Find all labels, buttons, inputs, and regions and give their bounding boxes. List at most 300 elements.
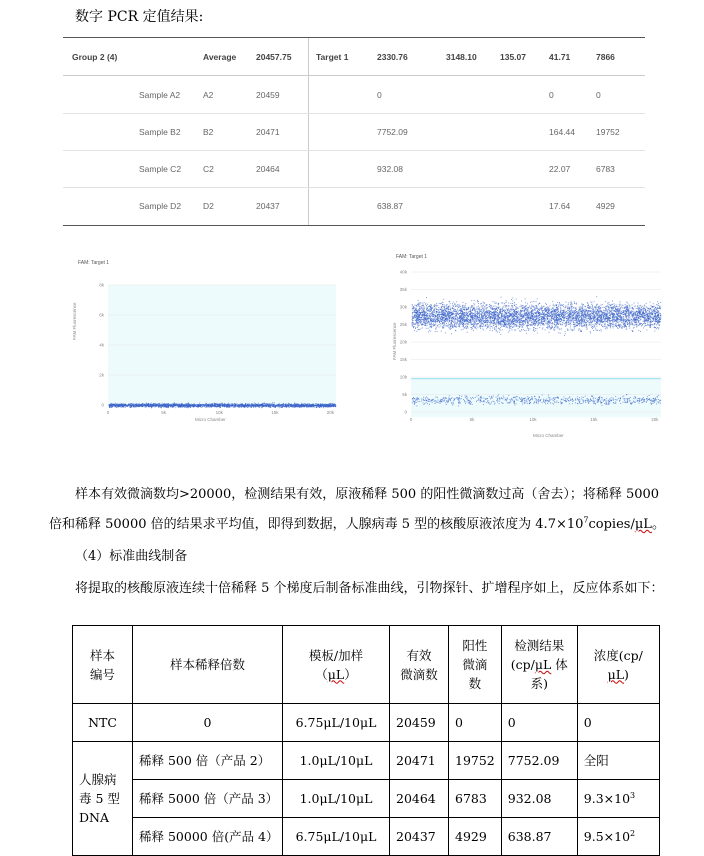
data-point <box>498 320 499 321</box>
section-heading: 数字 PCR 定值结果: <box>75 6 203 26</box>
data-point <box>605 313 606 314</box>
data-point <box>299 405 300 406</box>
data-point <box>470 308 471 309</box>
data-point <box>660 302 661 303</box>
data-point <box>541 306 542 307</box>
data-point <box>270 405 271 406</box>
data-point <box>429 306 430 307</box>
data-point <box>291 406 292 407</box>
x-tick-label: 10k <box>216 410 224 415</box>
data-point <box>231 405 232 406</box>
data-point <box>290 406 291 407</box>
data-point <box>578 320 579 321</box>
data-point <box>130 405 131 406</box>
data-point <box>637 308 638 309</box>
data-point <box>165 404 166 405</box>
data-point <box>412 314 413 315</box>
data-point <box>556 325 557 326</box>
data-point <box>413 326 414 327</box>
data-point <box>567 318 568 319</box>
data-point <box>154 404 155 405</box>
data-point <box>547 328 548 329</box>
data-point <box>111 403 112 404</box>
data-point <box>547 327 548 328</box>
data-point <box>132 403 133 404</box>
ntc-scatter-chart <box>70 255 350 430</box>
data-point <box>640 324 641 325</box>
data-point <box>302 405 303 406</box>
data-point <box>445 308 446 309</box>
data-point <box>286 407 287 408</box>
data-point <box>547 317 548 318</box>
data-point <box>274 402 275 403</box>
data-point <box>438 310 439 311</box>
data-point <box>529 328 530 329</box>
data-point <box>225 404 226 405</box>
data-point <box>131 407 132 408</box>
data-point <box>111 405 112 406</box>
data-point <box>141 405 142 406</box>
data-point <box>109 406 110 407</box>
data-point <box>240 404 241 405</box>
data-point <box>607 328 608 329</box>
sample-well: D2 <box>203 201 214 211</box>
data-point <box>596 321 597 322</box>
data-point <box>542 310 543 311</box>
data-point <box>426 305 427 306</box>
data-point <box>256 406 257 407</box>
data-point <box>567 316 568 317</box>
data-point <box>605 306 606 307</box>
data-point <box>631 321 632 322</box>
data-point <box>187 404 188 405</box>
data-point <box>182 404 183 405</box>
data-point <box>487 304 488 305</box>
data-point <box>629 305 630 306</box>
data-point <box>179 406 180 407</box>
data-point <box>568 302 569 303</box>
data-point <box>432 311 433 312</box>
data-point <box>455 314 456 315</box>
data-point <box>549 325 550 326</box>
data-point <box>449 318 450 319</box>
data-point <box>418 313 419 314</box>
data-point <box>477 300 478 301</box>
y-tick-label: 30k <box>400 305 408 310</box>
table-row <box>63 150 645 188</box>
data-point <box>609 304 610 305</box>
data-point <box>624 323 625 324</box>
data-point <box>331 404 332 405</box>
data-point <box>530 308 531 309</box>
data-point <box>174 402 175 403</box>
data-point <box>516 304 517 305</box>
data-point <box>574 330 575 331</box>
data-point <box>546 320 547 321</box>
data-point <box>514 302 515 303</box>
sample-droplets: 20464 <box>256 164 280 174</box>
data-point <box>508 308 509 309</box>
sample-well: C2 <box>203 164 214 174</box>
data-point <box>571 321 572 322</box>
data-point <box>512 329 513 330</box>
data-point <box>534 331 535 332</box>
data-point <box>255 407 256 408</box>
data-point <box>457 323 458 324</box>
data-point <box>126 405 127 406</box>
data-point <box>447 326 448 327</box>
data-point <box>206 404 207 405</box>
data-point <box>445 325 446 326</box>
data-point <box>512 303 513 304</box>
data-point <box>232 403 233 404</box>
data-point <box>151 406 152 407</box>
data-point <box>534 308 535 309</box>
data-point <box>116 407 117 408</box>
data-point <box>251 403 252 404</box>
data-point <box>472 321 473 322</box>
data-point <box>214 403 215 404</box>
data-point <box>472 305 473 306</box>
data-point <box>239 404 240 405</box>
data-point <box>591 310 592 311</box>
data-point <box>187 405 188 406</box>
data-point <box>489 322 490 323</box>
data-point <box>594 315 595 316</box>
data-point <box>610 324 611 325</box>
data-point <box>621 322 622 323</box>
data-point <box>427 304 428 305</box>
data-point <box>546 304 547 305</box>
data-point <box>599 330 600 331</box>
sample-well: B2 <box>203 127 213 137</box>
data-point <box>608 304 609 305</box>
data-point <box>314 405 315 406</box>
data-point <box>215 405 216 406</box>
data-point <box>119 406 120 407</box>
data-point <box>413 327 414 328</box>
data-point <box>306 405 307 406</box>
data-point <box>208 407 209 408</box>
data-point <box>222 405 223 406</box>
data-point <box>579 311 580 312</box>
data-point <box>239 407 240 408</box>
data-point <box>326 406 327 407</box>
data-point <box>415 328 416 329</box>
data-point <box>495 315 496 316</box>
data-point <box>181 406 182 407</box>
data-point <box>446 305 447 306</box>
sample-value: 164.44 <box>549 127 575 137</box>
data-point <box>631 310 632 311</box>
data-point <box>151 404 152 405</box>
data-point <box>440 314 441 315</box>
data-point <box>628 318 629 319</box>
data-point <box>512 310 513 311</box>
data-point <box>459 323 460 324</box>
data-point <box>453 302 454 303</box>
data-point <box>581 324 582 325</box>
data-point <box>464 310 465 311</box>
data-point <box>658 311 659 312</box>
data-point <box>310 404 311 405</box>
data-point <box>573 315 574 316</box>
data-point <box>605 328 606 329</box>
data-point <box>645 323 646 324</box>
data-point <box>530 321 531 322</box>
data-point <box>133 406 134 407</box>
chart-plot-area <box>378 252 678 442</box>
data-point <box>537 325 538 326</box>
data-point <box>481 326 482 327</box>
data-point <box>492 301 493 302</box>
data-point <box>646 325 647 326</box>
chart-title: FAM: Target 1 <box>396 254 427 260</box>
chart-title: FAM: Target 1 <box>78 260 109 266</box>
data-point <box>220 407 221 408</box>
data-point <box>539 327 540 328</box>
data-point <box>599 324 600 325</box>
data-point <box>608 306 609 307</box>
data-point <box>303 406 304 407</box>
table-row <box>63 113 645 151</box>
data-point <box>471 305 472 306</box>
data-point <box>557 308 558 309</box>
data-point <box>442 304 443 305</box>
data-point <box>224 406 225 407</box>
data-point <box>237 403 238 404</box>
data-point <box>640 309 641 310</box>
data-point <box>557 302 558 303</box>
data-point <box>615 326 616 327</box>
data-point <box>308 403 309 404</box>
table-row <box>63 76 645 114</box>
data-point <box>135 405 136 406</box>
data-point <box>110 404 111 405</box>
data-point <box>490 330 491 331</box>
sample-conc: 638.87 <box>377 201 403 211</box>
data-point <box>284 406 285 407</box>
data-point <box>647 324 648 325</box>
data-point <box>537 318 538 319</box>
data-point <box>267 406 268 407</box>
data-point <box>619 306 620 307</box>
data-point <box>417 325 418 326</box>
data-point <box>144 404 145 405</box>
data-point <box>167 404 168 405</box>
data-point <box>604 326 605 327</box>
data-point <box>563 306 564 307</box>
data-point <box>457 304 458 305</box>
header-value-3: 135.07 <box>500 52 526 62</box>
data-point <box>475 322 476 323</box>
data-point <box>583 325 584 326</box>
data-point <box>177 405 178 406</box>
data-point <box>474 321 475 322</box>
data-point <box>659 307 660 308</box>
data-point <box>512 298 513 299</box>
data-point <box>333 404 334 405</box>
data-point <box>535 330 536 331</box>
data-point <box>255 403 256 404</box>
data-point <box>422 327 423 328</box>
data-point <box>200 405 201 406</box>
data-point <box>283 406 284 407</box>
data-point <box>503 325 504 326</box>
data-point <box>549 314 550 315</box>
data-point <box>195 405 196 406</box>
data-point <box>546 307 547 308</box>
data-point <box>508 321 509 322</box>
data-point <box>416 318 417 319</box>
data-point <box>430 331 431 332</box>
data-point <box>323 405 324 406</box>
data-point <box>265 405 266 406</box>
data-point <box>279 407 280 408</box>
data-point <box>596 326 597 327</box>
data-point <box>435 329 436 330</box>
data-point <box>492 316 493 317</box>
header-value-5: 7866 <box>596 52 615 62</box>
data-point <box>307 403 308 404</box>
data-point <box>465 324 466 325</box>
data-point <box>258 406 259 407</box>
data-point <box>176 403 177 404</box>
data-point <box>291 405 292 406</box>
data-point <box>285 405 286 406</box>
data-point <box>272 402 273 403</box>
data-point <box>440 303 441 304</box>
data-point <box>133 403 134 404</box>
data-point <box>650 314 651 315</box>
data-point <box>565 314 566 315</box>
data-point <box>292 407 293 408</box>
data-point <box>613 326 614 327</box>
data-point <box>551 328 552 329</box>
data-point <box>518 328 519 329</box>
data-point <box>526 330 527 331</box>
data-point <box>197 404 198 405</box>
data-point <box>220 405 221 406</box>
data-point <box>588 314 589 315</box>
data-point <box>320 405 321 406</box>
data-point <box>316 405 317 406</box>
data-point <box>449 305 450 306</box>
data-point <box>269 406 270 407</box>
data-point <box>604 307 605 308</box>
data-point <box>198 406 199 407</box>
data-point <box>463 302 464 303</box>
data-point <box>424 319 425 320</box>
data-point <box>139 405 140 406</box>
data-point <box>531 301 532 302</box>
data-point <box>638 311 639 312</box>
data-point <box>473 317 474 318</box>
data-point <box>531 305 532 306</box>
data-point <box>188 405 189 406</box>
data-point <box>249 403 250 404</box>
data-point <box>145 405 146 406</box>
data-point <box>244 405 245 406</box>
data-point <box>501 317 502 318</box>
data-point <box>287 404 288 405</box>
data-point <box>493 309 494 310</box>
data-point <box>167 406 168 407</box>
data-point <box>283 403 284 404</box>
data-point <box>120 404 121 405</box>
data-point <box>148 406 149 407</box>
sample-name: Sample D2 <box>139 201 181 211</box>
data-point <box>622 308 623 309</box>
data-point <box>511 299 512 300</box>
data-point <box>486 328 487 329</box>
data-point <box>182 407 183 408</box>
data-point <box>281 407 282 408</box>
data-point <box>250 406 251 407</box>
data-point <box>425 304 426 305</box>
data-point <box>264 405 265 406</box>
data-point <box>143 405 144 406</box>
data-point <box>502 316 503 317</box>
data-point <box>609 312 610 313</box>
data-point <box>112 404 113 405</box>
data-point <box>435 331 436 332</box>
data-point <box>308 406 309 407</box>
data-point <box>228 403 229 404</box>
x-axis-label: Micro Chamber <box>533 433 564 438</box>
data-point <box>540 313 541 314</box>
data-point <box>462 308 463 309</box>
data-point <box>209 404 210 405</box>
data-point <box>198 404 199 405</box>
data-point <box>528 323 529 324</box>
data-point <box>485 326 486 327</box>
data-point <box>482 305 483 306</box>
data-point <box>490 326 491 327</box>
data-point <box>303 405 304 406</box>
data-point <box>556 309 557 310</box>
data-point <box>481 317 482 318</box>
data-point <box>240 406 241 407</box>
data-point <box>166 405 167 406</box>
data-point <box>506 300 507 301</box>
data-point <box>462 306 463 307</box>
data-point <box>313 403 314 404</box>
data-point <box>517 320 518 321</box>
data-point <box>288 405 289 406</box>
data-point <box>251 405 252 406</box>
data-point <box>180 405 181 406</box>
data-point <box>520 306 521 307</box>
data-point <box>245 403 246 404</box>
data-point <box>588 312 589 313</box>
data-point <box>451 333 452 334</box>
data-point <box>109 404 110 405</box>
data-point <box>614 305 615 306</box>
data-point <box>289 407 290 408</box>
data-point <box>134 405 135 406</box>
data-point <box>577 322 578 323</box>
header-value-2: 3148.10 <box>446 52 477 62</box>
data-point <box>613 324 614 325</box>
data-point <box>198 407 199 408</box>
data-point <box>173 405 174 406</box>
data-point <box>496 323 497 324</box>
data-point <box>575 307 576 308</box>
data-point <box>309 403 310 404</box>
data-point <box>242 405 243 406</box>
data-point <box>569 311 570 312</box>
